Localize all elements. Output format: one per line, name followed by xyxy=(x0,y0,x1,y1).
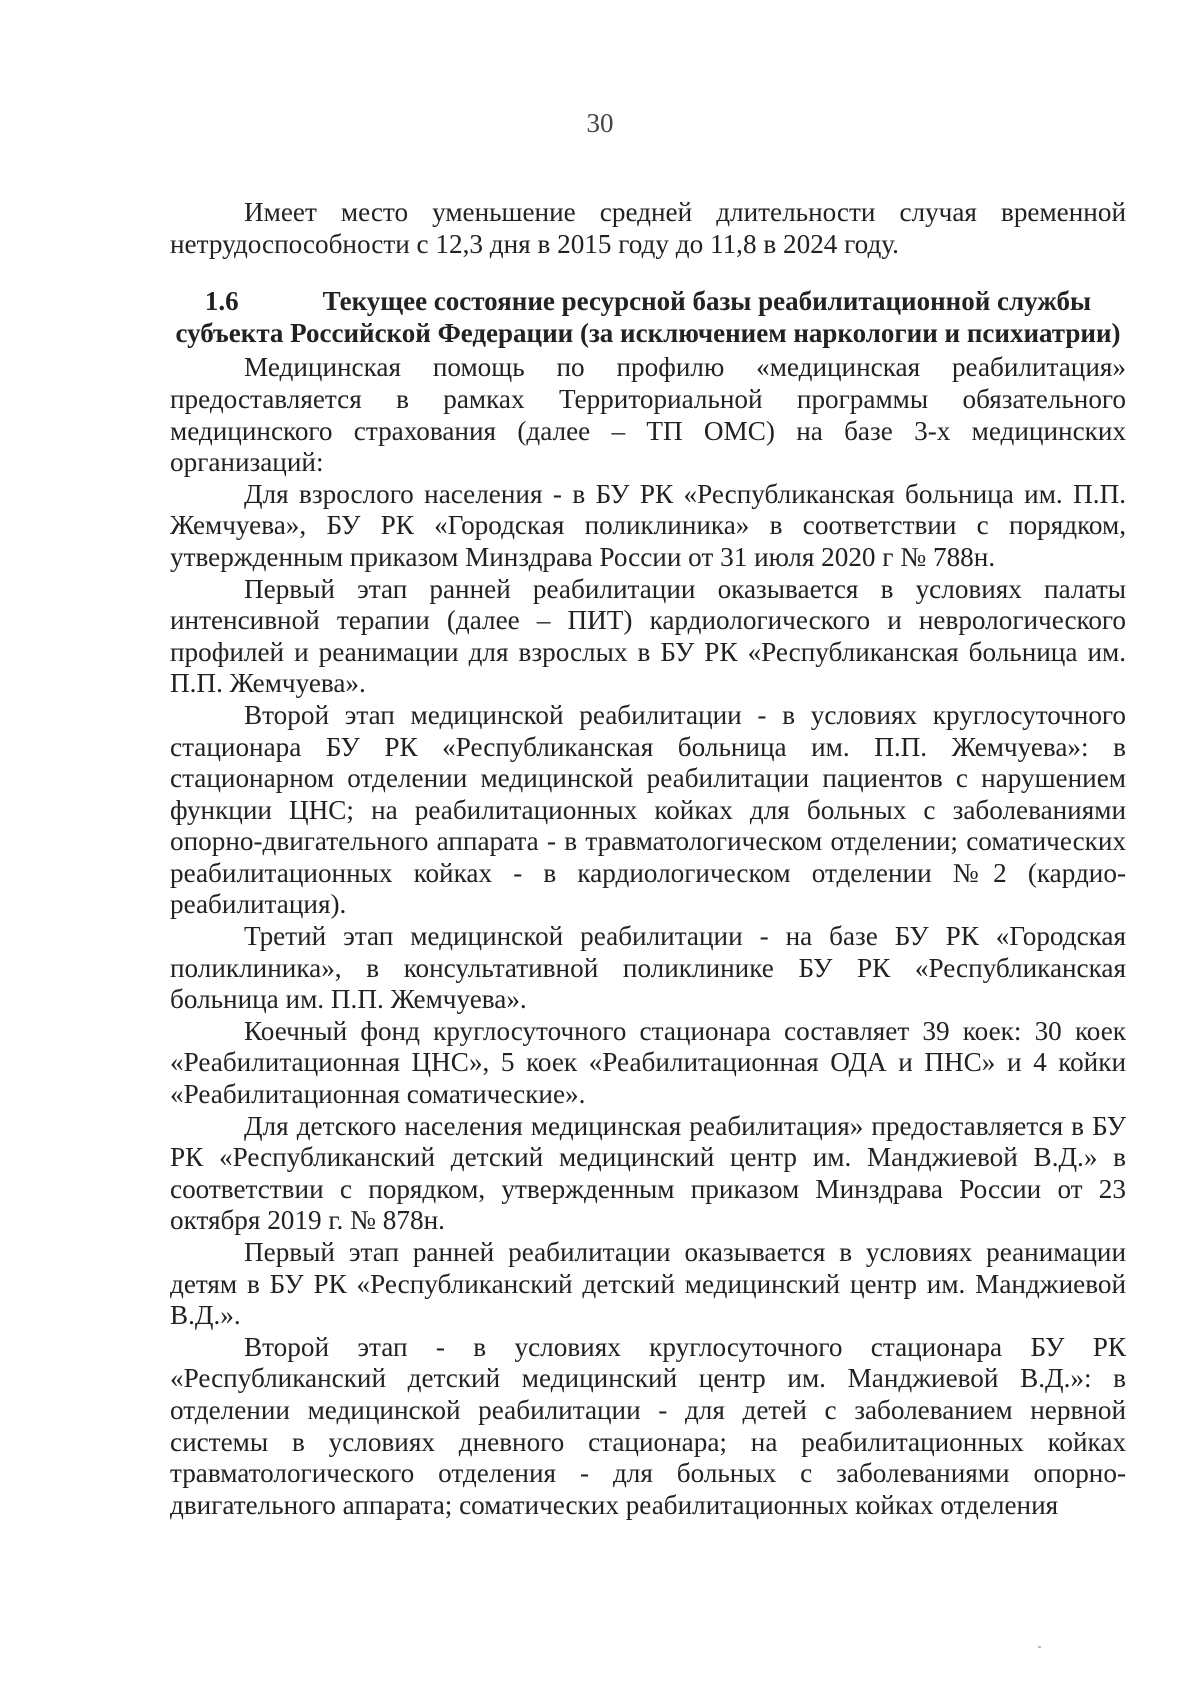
paragraph: Второй этап медицинской реабилитации - в условиях круглосуточного стационара БУ РК «Республиканская больница им. П.П. Жемчуева»: в стационарном отделении медицинской реабилитации пациентов с нарушением функции ЦНС; на реабилитационных койках для больных с заболеваниями опорно-двигательного аппарата - в травматологическом отделении; соматических реабилитационных койках - в кардиологическом отделении №2 (кардио-реабилитация). xyxy=(170,699,1126,920)
intro-paragraph: Имеет место уменьшение средней длительности случая временной нетрудоспособности с 12,3 дня в 2015 году до 11,8 в 2024 году. xyxy=(170,197,1126,259)
paragraph: Для детского населения медицинская реабилитация» предоставляется в БУ РК «Республиканский детский медицинский центр им. Манджиевой В.Д.» в соответствии с порядком, утвержденным приказом Минздрава России от 23 октября 2019 г. № 878н. xyxy=(170,1110,1126,1236)
paragraph: Третий этап медицинской реабилитации - на базе БУ РК «Городская поликлиника», в консультативной поликлинике БУ РК «Республиканская больница им. П.П. Жемчуева». xyxy=(170,921,1126,1015)
scan-artifact xyxy=(1038,1646,1041,1648)
paragraph: Первый этап ранней реабилитации оказывается в условиях реанимации детям в БУ РК «Республиканский детский медицинский центр им. Манджиевой В.Д.». xyxy=(170,1237,1126,1331)
paragraph: Коечный фонд круглосуточного стационара составляет 39 коек: 30 коек «Реабилитационная ЦНС», 5 коек «Реабилитационная ОДА и ПНС» и 4 койки «Реабилитационная соматические». xyxy=(170,1015,1126,1110)
section-heading xyxy=(170,286,1126,349)
paragraph: Медицинская помощь по профилю «медицинская реабилитация» предоставляется в рамках Территориальной программы обязательного медицинского страхования (далее – ТП ОМС) на базе 3-х медицинских организаций: xyxy=(170,352,1126,478)
section-number: 1.6 xyxy=(204,286,239,317)
paragraph: Первый этап ранней реабилитации оказывается в условиях палаты интенсивной терапии (далее – ПИТ) кардиологического и неврологического профилей и реанимации для взрослых в БУ РК «Республиканская больница им. П.П. Жемчуева». xyxy=(170,573,1126,699)
paragraph: Для взрослого населения - в БУ РК «Республиканская больница им. П.П. Жемчуева», БУ РК «Городская поликлиника» в соответствии с порядком, утвержденным приказом Минздрава России от 31 июля 2020 г № 788н. xyxy=(170,478,1126,572)
document-body xyxy=(170,197,1126,1521)
section-title: Текущее состояние ресурсной базы реабилитационной службы субъекта Российской Федерации (за исключением наркологии и психиатрии) xyxy=(175,286,1121,348)
page-number: 30 xyxy=(586,108,614,138)
paragraph: Второй этап - в условиях круглосуточного стационара БУ РК «Республиканский детский медицинский центр им. Манджиевой В.Д.»: в отделении медицинской реабилитации - для детей с заболеванием нервной системы в условиях дневного стационара; на реабилитационных койках травматологического отделения - для больных с заболеваниями опорно-двигательного аппарата; соматических реабилитационных койках отделения xyxy=(170,1331,1126,1520)
